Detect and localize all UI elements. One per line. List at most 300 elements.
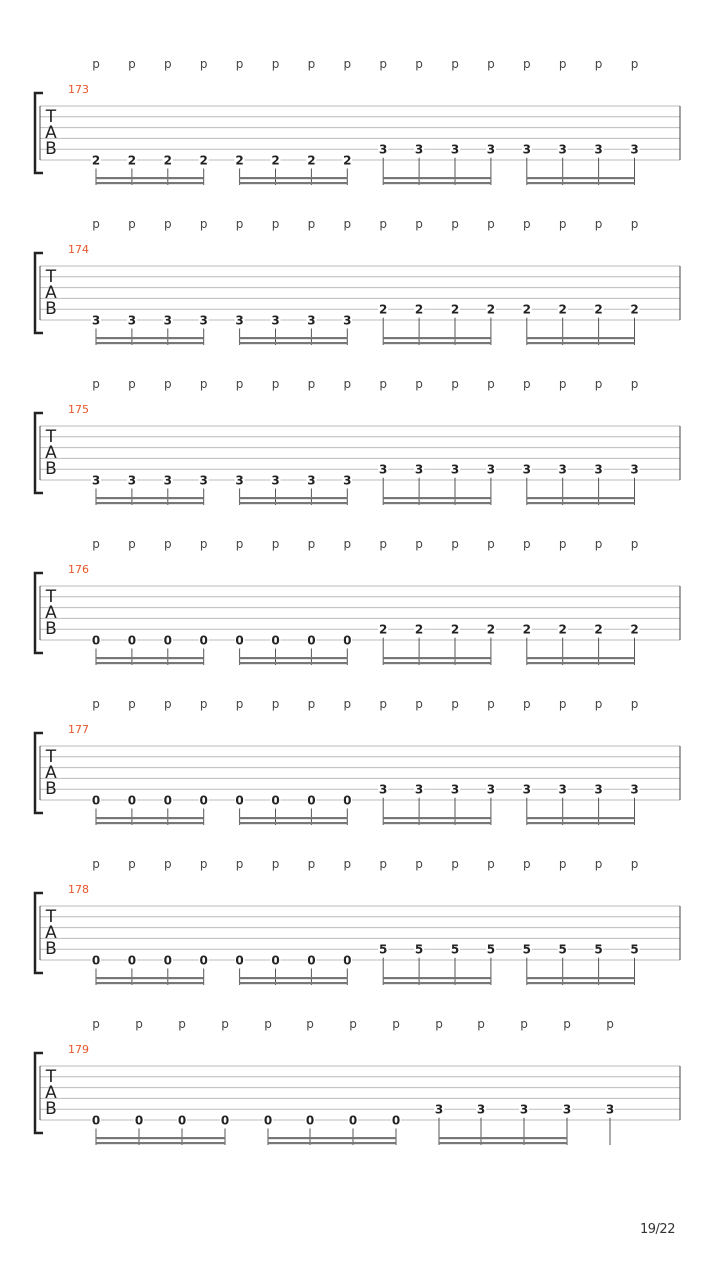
- pick-marking: p: [522, 377, 531, 391]
- pick-marking: p: [594, 57, 603, 71]
- fret-number: 2: [343, 153, 352, 168]
- pick-marking: p: [379, 537, 388, 551]
- pick-marking: p: [271, 857, 280, 871]
- fret-number: 3: [414, 462, 424, 477]
- beam-primary: [96, 977, 204, 979]
- fret-number: 3: [558, 142, 567, 157]
- pick-marking: p: [92, 57, 100, 71]
- fret-number: 5: [630, 942, 639, 957]
- fret-number: 3: [199, 473, 208, 488]
- pick-marking: p: [199, 57, 208, 71]
- pick-marking: p: [135, 1017, 143, 1031]
- pick-marking: p: [558, 217, 567, 231]
- fret-number: 5: [486, 942, 496, 957]
- pick-marking: p: [343, 217, 352, 231]
- beam-secondary: [96, 1142, 225, 1144]
- fret-number: 0: [235, 793, 244, 808]
- pick-marking: p: [343, 57, 352, 71]
- pick-marking: p: [558, 377, 567, 391]
- tab-clef-letter: A: [45, 123, 57, 143]
- tab-clef-letter: T: [45, 267, 57, 287]
- pick-marking: p: [271, 697, 280, 711]
- beam-primary: [240, 177, 348, 179]
- beam-secondary: [383, 662, 491, 664]
- pick-marking: p: [558, 697, 567, 711]
- fret-number: 3: [434, 1102, 444, 1117]
- system-bracket: [35, 733, 43, 813]
- page-number: 19/22: [640, 1222, 675, 1237]
- fret-number: 0: [199, 633, 208, 648]
- beam-secondary: [439, 1142, 567, 1144]
- pick-marking: p: [522, 217, 531, 231]
- fret-number: 2: [91, 153, 101, 168]
- pick-marking: p: [163, 537, 172, 551]
- fret-number: 0: [305, 1113, 315, 1128]
- pick-marking: p: [271, 57, 280, 71]
- fret-number: 3: [594, 142, 603, 157]
- pick-marking: p: [415, 217, 423, 231]
- pick-marking: p: [558, 857, 567, 871]
- fret-number: 0: [271, 953, 280, 968]
- pick-marking: p: [630, 217, 639, 231]
- pick-marking: p: [451, 537, 459, 551]
- fret-number: 0: [343, 633, 352, 648]
- tab-clef-letter: T: [45, 107, 57, 127]
- system-bracket: [35, 413, 43, 493]
- pick-marking: p: [163, 217, 172, 231]
- beam-secondary: [268, 1142, 396, 1144]
- beam-secondary: [96, 982, 204, 984]
- beam-primary: [96, 657, 204, 659]
- pick-marking: p: [594, 217, 603, 231]
- pick-marking: p: [522, 697, 531, 711]
- beam-primary: [383, 977, 491, 979]
- fret-number: 3: [235, 473, 244, 488]
- beam-secondary: [383, 982, 491, 984]
- beam-secondary: [527, 982, 635, 984]
- system-bracket: [35, 893, 43, 973]
- system-bracket: [35, 253, 43, 333]
- fret-number: 2: [486, 622, 496, 637]
- pick-marking: p: [594, 377, 603, 391]
- beam-primary: [439, 1137, 567, 1139]
- tab-clef-letter: B: [45, 1099, 57, 1119]
- fret-number: 3: [307, 313, 316, 328]
- fret-number: 0: [235, 953, 244, 968]
- beam-primary: [527, 817, 635, 819]
- fret-number: 0: [127, 793, 137, 808]
- fret-number: 0: [127, 953, 137, 968]
- pick-marking: p: [92, 1017, 100, 1031]
- pick-marking: p: [163, 57, 172, 71]
- pick-marking: p: [630, 697, 639, 711]
- fret-number: 3: [476, 1102, 486, 1117]
- pick-marking: p: [379, 857, 388, 871]
- tab-clef-letter: A: [45, 1083, 57, 1103]
- tab-clef-letter: T: [45, 1067, 57, 1087]
- pick-marking: p: [594, 857, 603, 871]
- pick-marking: p: [92, 537, 100, 551]
- beam-primary: [240, 497, 348, 499]
- pick-marking: p: [128, 857, 136, 871]
- pick-marking: p: [379, 697, 388, 711]
- fret-number: 3: [519, 1102, 529, 1117]
- beam-primary: [383, 337, 491, 339]
- fret-number: 3: [343, 473, 352, 488]
- pick-marking: p: [199, 217, 208, 231]
- pick-marking: p: [379, 57, 388, 71]
- fret-number: 0: [235, 633, 244, 648]
- pick-marking: p: [221, 1017, 229, 1031]
- beam-secondary: [240, 662, 348, 664]
- fret-number: 5: [379, 942, 388, 957]
- system-bracket: [35, 93, 43, 173]
- pick-marking: p: [630, 857, 639, 871]
- pick-marking: p: [487, 377, 495, 391]
- fret-number: 2: [271, 153, 280, 168]
- fret-number: 3: [562, 1102, 572, 1117]
- measure-number: 178: [68, 883, 89, 896]
- fret-number: 3: [307, 473, 316, 488]
- fret-number: 5: [594, 942, 603, 957]
- pick-marking: p: [487, 57, 495, 71]
- pick-marking: p: [606, 1017, 614, 1031]
- pick-marking: p: [271, 537, 280, 551]
- fret-number: 2: [522, 302, 531, 317]
- fret-number: 3: [163, 473, 172, 488]
- measure-number: 176: [68, 563, 89, 576]
- beam-primary: [96, 177, 204, 179]
- pick-marking: p: [306, 1017, 314, 1031]
- beam-primary: [527, 977, 635, 979]
- beam-secondary: [383, 822, 491, 824]
- beam-secondary: [527, 822, 635, 824]
- fret-number: 0: [220, 1113, 230, 1128]
- fret-number: 3: [450, 462, 460, 477]
- beam-primary: [96, 817, 204, 819]
- fret-number: 3: [630, 142, 639, 157]
- fret-number: 0: [177, 1113, 187, 1128]
- pick-marking: p: [522, 57, 531, 71]
- pick-marking: p: [199, 537, 208, 551]
- pick-marking: p: [415, 377, 423, 391]
- beam-secondary: [527, 182, 635, 184]
- pick-marking: p: [451, 217, 459, 231]
- tab-clef-letter: T: [45, 907, 57, 927]
- fret-number: 3: [91, 473, 101, 488]
- fret-number: 3: [558, 462, 567, 477]
- fret-number: 0: [163, 633, 172, 648]
- tab-clef-letter: B: [45, 299, 57, 319]
- fret-number: 2: [486, 302, 496, 317]
- fret-number: 3: [522, 462, 531, 477]
- fret-number: 3: [271, 473, 280, 488]
- beam-primary: [96, 497, 204, 499]
- fret-number: 2: [307, 153, 316, 168]
- pick-marking: p: [235, 857, 244, 871]
- pick-marking: p: [307, 377, 316, 391]
- pick-marking: p: [451, 857, 459, 871]
- fret-number: 0: [91, 953, 101, 968]
- pick-marking: p: [630, 377, 639, 391]
- beam-primary: [527, 177, 635, 179]
- fret-number: 3: [486, 462, 496, 477]
- beam-primary: [240, 977, 348, 979]
- pick-marking: p: [128, 537, 136, 551]
- fret-number: 3: [594, 462, 603, 477]
- fret-number: 0: [307, 793, 316, 808]
- pick-marking: p: [128, 697, 136, 711]
- fret-number: 2: [558, 622, 567, 637]
- beam-primary: [383, 657, 491, 659]
- beam-secondary: [527, 502, 635, 504]
- fret-number: 3: [594, 782, 603, 797]
- pick-marking: p: [415, 537, 423, 551]
- beam-secondary: [527, 662, 635, 664]
- pick-marking: p: [379, 217, 388, 231]
- beam-primary: [268, 1137, 396, 1139]
- fret-number: 3: [414, 142, 424, 157]
- pick-marking: p: [558, 537, 567, 551]
- fret-number: 0: [271, 793, 280, 808]
- beam-primary: [96, 1137, 225, 1139]
- fret-number: 3: [127, 313, 137, 328]
- measure-number: 177: [68, 723, 89, 736]
- pick-marking: p: [594, 537, 603, 551]
- fret-number: 0: [271, 633, 280, 648]
- pick-marking: p: [307, 217, 316, 231]
- fret-number: 2: [630, 622, 639, 637]
- pick-marking: p: [379, 377, 388, 391]
- fret-number: 2: [235, 153, 244, 168]
- beam-secondary: [240, 502, 348, 504]
- fret-number: 0: [91, 1113, 101, 1128]
- pick-marking: p: [415, 857, 423, 871]
- pick-marking: p: [630, 57, 639, 71]
- beam-primary: [240, 657, 348, 659]
- pick-marking: p: [487, 857, 495, 871]
- pick-marking: p: [235, 697, 244, 711]
- fret-number: 2: [199, 153, 208, 168]
- pick-marking: p: [630, 537, 639, 551]
- fret-number: 3: [379, 142, 388, 157]
- beam-secondary: [96, 342, 204, 344]
- measure-number: 173: [68, 83, 89, 96]
- fret-number: 0: [127, 633, 137, 648]
- pick-marking: p: [451, 377, 459, 391]
- pick-marking: p: [477, 1017, 485, 1031]
- beam-secondary: [383, 502, 491, 504]
- fret-number: 0: [199, 793, 208, 808]
- fret-number: 2: [594, 622, 603, 637]
- fret-number: 0: [91, 793, 101, 808]
- measure-number: 175: [68, 403, 89, 416]
- fret-number: 0: [391, 1113, 401, 1128]
- fret-number: 3: [199, 313, 208, 328]
- pick-marking: p: [522, 537, 531, 551]
- tab-clef-letter: B: [45, 139, 57, 159]
- pick-marking: p: [487, 697, 495, 711]
- beam-primary: [527, 657, 635, 659]
- fret-number: 0: [163, 793, 172, 808]
- beam-primary: [240, 817, 348, 819]
- beam-secondary: [96, 502, 204, 504]
- beam-primary: [383, 497, 491, 499]
- fret-number: 2: [450, 302, 460, 317]
- fret-number: 0: [91, 633, 101, 648]
- beam-primary: [527, 337, 635, 339]
- beam-secondary: [96, 182, 204, 184]
- system-bracket: [35, 573, 43, 653]
- fret-number: 0: [307, 633, 316, 648]
- fret-number: 3: [522, 782, 531, 797]
- pick-marking: p: [128, 377, 136, 391]
- pick-marking: p: [178, 1017, 186, 1031]
- fret-number: 2: [558, 302, 567, 317]
- pick-marking: p: [307, 857, 316, 871]
- system-bracket: [35, 1053, 43, 1133]
- fret-number: 3: [630, 782, 639, 797]
- pick-marking: p: [343, 537, 352, 551]
- fret-number: 0: [134, 1113, 144, 1128]
- pick-marking: p: [451, 697, 459, 711]
- fret-number: 0: [307, 953, 316, 968]
- fret-number: 3: [450, 142, 460, 157]
- fret-number: 0: [263, 1113, 273, 1128]
- tab-clef-letter: A: [45, 603, 57, 623]
- pick-marking: p: [349, 1017, 357, 1031]
- fret-number: 3: [379, 782, 388, 797]
- pick-marking: p: [307, 57, 316, 71]
- fret-number: 2: [594, 302, 603, 317]
- fret-number: 3: [414, 782, 424, 797]
- pick-marking: p: [558, 57, 567, 71]
- beam-secondary: [383, 342, 491, 344]
- pick-marking: p: [128, 217, 136, 231]
- beam-secondary: [240, 982, 348, 984]
- fret-number: 2: [414, 302, 424, 317]
- fret-number: 2: [450, 622, 460, 637]
- fret-number: 3: [235, 313, 244, 328]
- beam-primary: [96, 337, 204, 339]
- tab-clef-letter: A: [45, 283, 57, 303]
- pick-marking: p: [199, 857, 208, 871]
- fret-number: 3: [450, 782, 460, 797]
- pick-marking: p: [307, 537, 316, 551]
- fret-number: 3: [91, 313, 101, 328]
- fret-number: 3: [605, 1102, 615, 1117]
- pick-marking: p: [92, 857, 100, 871]
- tab-clef-letter: B: [45, 779, 57, 799]
- measure-number: 179: [68, 1043, 89, 1056]
- fret-number: 3: [343, 313, 352, 328]
- fret-number: 2: [163, 153, 172, 168]
- tab-clef-letter: T: [45, 747, 57, 767]
- tab-clef-letter: T: [45, 427, 57, 447]
- pick-marking: p: [271, 217, 280, 231]
- beam-secondary: [96, 662, 204, 664]
- pick-marking: p: [451, 57, 459, 71]
- tab-clef-letter: A: [45, 763, 57, 783]
- beam-secondary: [96, 822, 204, 824]
- beam-primary: [383, 817, 491, 819]
- pick-marking: p: [163, 697, 172, 711]
- fret-number: 5: [414, 942, 424, 957]
- pick-marking: p: [415, 697, 423, 711]
- pick-marking: p: [594, 697, 603, 711]
- pick-marking: p: [343, 377, 352, 391]
- fret-number: 2: [379, 302, 388, 317]
- pick-marking: p: [264, 1017, 272, 1031]
- pick-marking: p: [487, 537, 495, 551]
- fret-number: 3: [163, 313, 172, 328]
- fret-number: 3: [630, 462, 639, 477]
- pick-marking: p: [128, 57, 136, 71]
- pick-marking: p: [343, 697, 352, 711]
- pick-marking: p: [235, 377, 244, 391]
- tab-clef-letter: B: [45, 939, 57, 959]
- pick-marking: p: [563, 1017, 571, 1031]
- beam-primary: [527, 497, 635, 499]
- pick-marking: p: [392, 1017, 400, 1031]
- pick-marking: p: [163, 857, 172, 871]
- beam-secondary: [240, 182, 348, 184]
- fret-number: 5: [558, 942, 567, 957]
- tab-clef-letter: B: [45, 619, 57, 639]
- pick-marking: p: [271, 377, 280, 391]
- pick-marking: p: [487, 217, 495, 231]
- fret-number: 3: [486, 142, 496, 157]
- beam-primary: [383, 177, 491, 179]
- beam-secondary: [240, 342, 348, 344]
- fret-number: 3: [558, 782, 567, 797]
- pick-marking: p: [307, 697, 316, 711]
- fret-number: 3: [486, 782, 496, 797]
- fret-number: 3: [127, 473, 137, 488]
- pick-marking: p: [92, 697, 100, 711]
- pick-marking: p: [199, 377, 208, 391]
- tab-clef-letter: B: [45, 459, 57, 479]
- pick-marking: p: [520, 1017, 528, 1031]
- fret-number: 3: [379, 462, 388, 477]
- pick-marking: p: [415, 57, 423, 71]
- beam-primary: [240, 337, 348, 339]
- fret-number: 2: [379, 622, 388, 637]
- pick-marking: p: [199, 697, 208, 711]
- pick-marking: p: [92, 377, 100, 391]
- fret-number: 2: [522, 622, 531, 637]
- fret-number: 5: [522, 942, 531, 957]
- pick-marking: p: [343, 857, 352, 871]
- fret-number: 2: [630, 302, 639, 317]
- fret-number: 0: [348, 1113, 358, 1128]
- tab-clef-letter: T: [45, 587, 57, 607]
- fret-number: 0: [163, 953, 172, 968]
- beam-secondary: [383, 182, 491, 184]
- fret-number: 0: [199, 953, 208, 968]
- pick-marking: p: [435, 1017, 443, 1031]
- pick-marking: p: [235, 57, 244, 71]
- fret-number: 2: [414, 622, 424, 637]
- fret-number: 2: [127, 153, 137, 168]
- pick-marking: p: [522, 857, 531, 871]
- pick-marking: p: [163, 377, 172, 391]
- measure-number: 174: [68, 243, 89, 256]
- pick-marking: p: [92, 217, 100, 231]
- pick-marking: p: [235, 537, 244, 551]
- tab-clef-letter: A: [45, 443, 57, 463]
- beam-secondary: [527, 342, 635, 344]
